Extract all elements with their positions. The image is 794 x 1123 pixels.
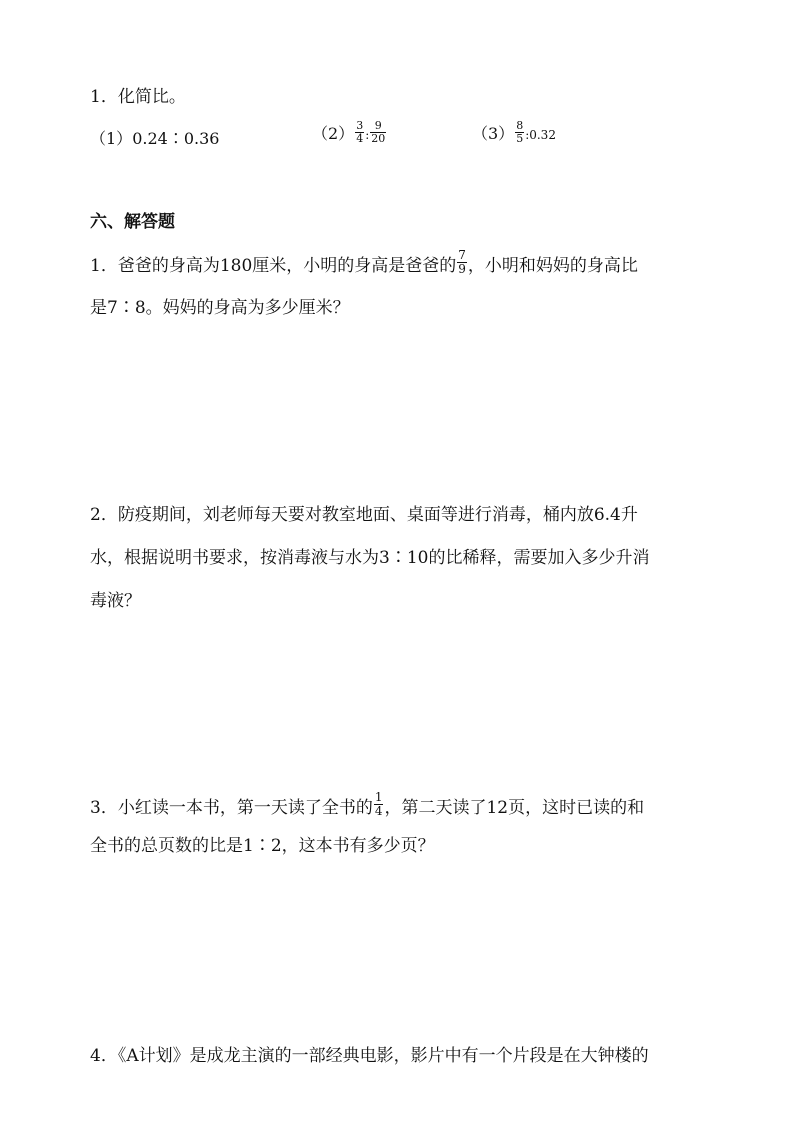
- question-2-line-2: 水，根据说明书要求，按消毒液与水为3∶10的比稀释，需要加入多少升消: [90, 548, 650, 568]
- sub-item-expr: 0.24∶0.36: [132, 129, 220, 148]
- sub-item-2: [312, 119, 387, 147]
- sub-item-label: （1）: [90, 129, 133, 148]
- sub-item-1: [90, 128, 219, 150]
- text: 3．小红读一本书，第一天读了全书的: [90, 798, 373, 818]
- question-4-line-1: 4．《A计划》是成龙主演的一部经典电影，影片中有一个片段是在大钟楼的: [90, 1046, 649, 1066]
- fraction: $\frac{1}{4}$: [374, 790, 383, 818]
- text: ，第二天读了12页，这时已读的和: [384, 798, 645, 818]
- sub-item-label: （3）: [472, 124, 515, 143]
- question-3-line-2: 全书的总页数的比是1∶2，这本书有多少页？: [90, 836, 435, 856]
- fraction: $\frac{8}{5}$: [516, 119, 524, 145]
- sub-item-label: （2）: [312, 124, 355, 143]
- text: 1．爸爸的身高为180厘米，小明的身高是爸爸的: [90, 256, 457, 276]
- text: ，小明和妈妈的身高比: [467, 256, 638, 276]
- question-1-line-1: [90, 248, 638, 280]
- question-2-line-1: 2．防疫期间，刘老师每天要对教室地面、桌面等进行消毒，桶内放6.4升: [90, 505, 638, 525]
- ratio-tail: 0.32: [529, 128, 556, 142]
- ratio-sep: :: [525, 128, 530, 142]
- question-2-line-3: 毒液？: [90, 591, 141, 611]
- sub-item-3: [472, 119, 556, 147]
- section-heading: 六、解答题: [90, 212, 175, 232]
- question-1-line-2: 是7∶8。妈妈的身高为多少厘米？: [90, 298, 350, 318]
- fraction: $\frac{7}{9}$: [458, 248, 466, 276]
- ratio-sep: :: [365, 128, 370, 142]
- fraction: $\frac{3}{4}$: [356, 119, 364, 145]
- fraction: $\frac{9}{20}$: [371, 119, 386, 145]
- question-3-line-1: [90, 790, 645, 822]
- question-title: 1．化简比。: [90, 87, 186, 107]
